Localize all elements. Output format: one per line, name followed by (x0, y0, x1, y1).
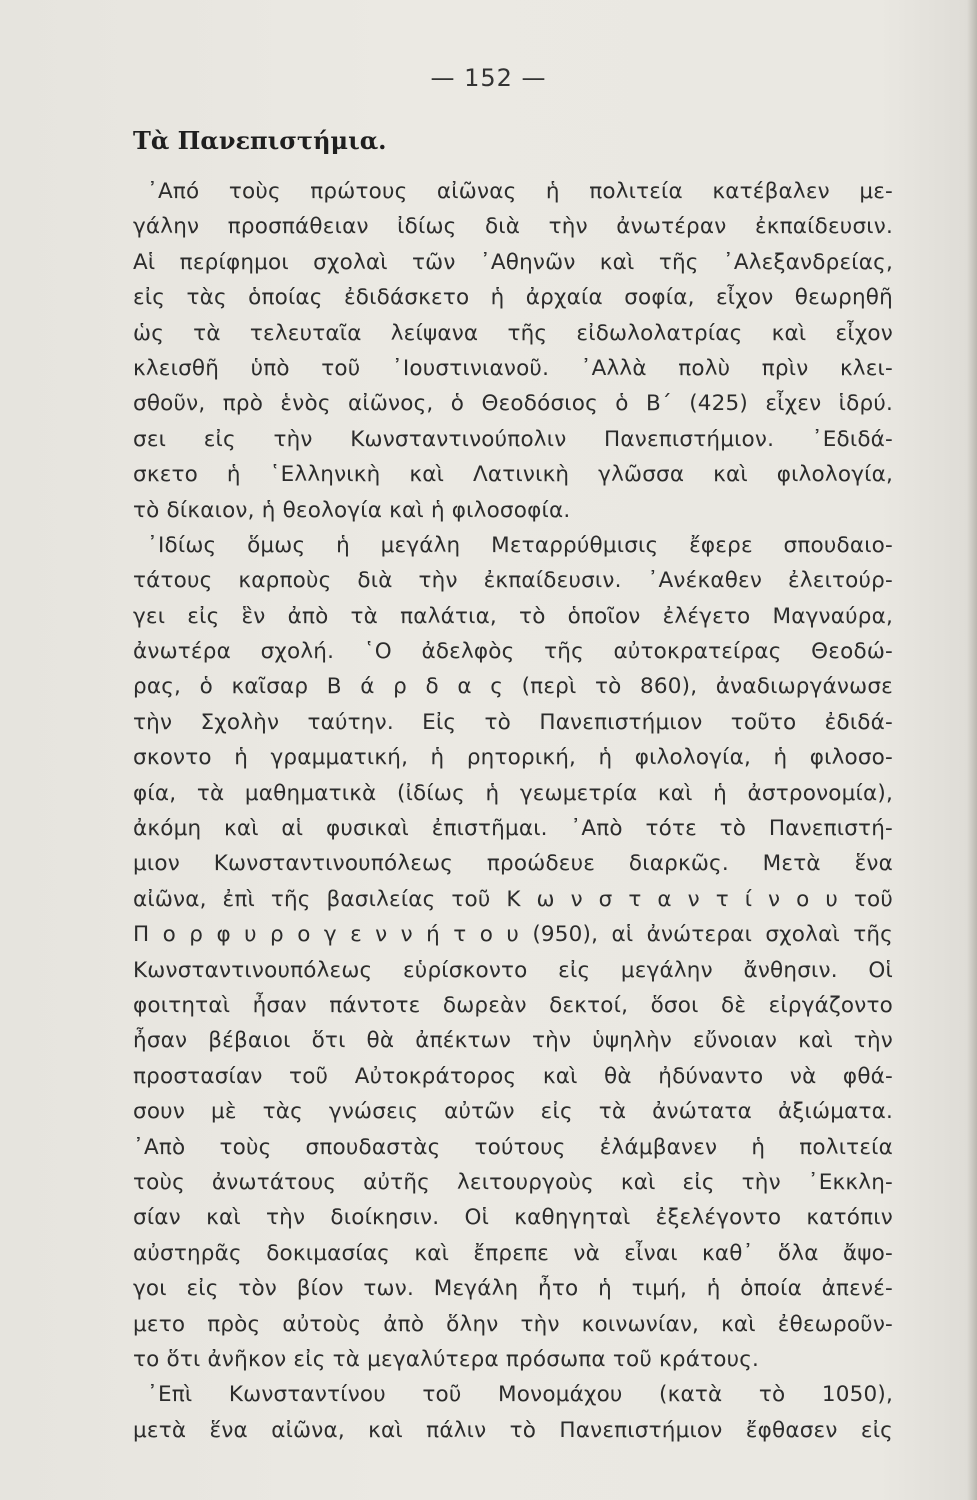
text-line: ᾿Από τοὺς πρώτους αἰῶνας ἡ πολιτεία κατέβαλεν με- (147, 179, 893, 204)
text-line: τάτους καρποὺς διὰ τὴν ἐκπαίδευσιν. ᾿Ανέκαθεν ἐλειτούρ- (133, 568, 893, 594)
text-line: μιον Κωνσταντινουπόλεως προώδευε διαρκῶς. Μετὰ ἕνα (133, 851, 893, 877)
text-line: ᾿Απὸ τοὺς σπουδαστὰς τούτους ἐλάμβανεν ἡ πολιτεία (133, 1134, 893, 1160)
text-line: σθοῦν, πρὸ ἑνὸς αἰῶνος, ὁ Θεοδόσιος ὁ Β΄ (425) εἶχεν ἱδρύ. (133, 391, 893, 417)
text-line: ρας, ὁ καῖσαρ Β ά ρ δ α ς (περὶ τὸ 860), ἀναδιωργάνωσε (133, 674, 893, 700)
text-line: γει εἰς ἓν ἀπὸ τὰ παλάτια, τὸ ὁποῖον ἐλέγετο Μαγναύρα, (133, 603, 893, 629)
text-line: αἰῶνα, ἐπὶ τῆς βασιλείας τοῦ Κ ω ν σ τ α ν τ ί ν ο υ τοῦ (133, 886, 893, 912)
text-line: γάλην προσπάθειαν ἰδίως διὰ τὴν ἀνωτέραν ἐκπαίδευσιν. (133, 214, 893, 240)
page-edge-shadow (967, 0, 977, 1500)
text-line: τὸ δίκαιον, ἡ θεολογία καὶ ἡ φιλοσοφία. (133, 497, 571, 523)
body-text (133, 174, 893, 1448)
text-line: το ὅτι ἀνῆκον εἰς τὰ μεγαλύτερα πρόσωπα τοῦ κράτους. (133, 1346, 760, 1372)
text-line: σίαν καὶ τὴν διοίκησιν. Οἱ καθηγηταὶ ἐξελέγοντο κατόπιν (133, 1205, 893, 1231)
text-line: φία, τὰ μαθηματικὰ (ἰδίως ἡ γεωμετρία καὶ ἡ ἀστρονομία), (133, 780, 893, 806)
section-heading: Τὰ Πανεπιστήμια. (133, 126, 387, 155)
text-line: μετο πρὸς αὐτοὺς ἀπὸ ὅλην τὴν κοινωνίαν, καὶ ἐθεωροῦν- (133, 1311, 893, 1337)
text-line: μετὰ ἕνα αἰῶνα, καὶ πάλιν τὸ Πανεπιστήμιον ἔφθασεν εἰς (133, 1417, 893, 1443)
text-line: σουν μὲ τὰς γνώσεις αὐτῶν εἰς τὰ ἀνώτατα ἀξιώματα. (133, 1099, 893, 1125)
text-line: ἦσαν βέβαιοι ὅτι θὰ ἀπέκτων τὴν ὑψηλὴν εὔνοιαν καὶ τὴν (133, 1028, 893, 1054)
text-line: ἀκόμη καὶ αἱ φυσικαὶ ἐπιστῆμαι. ᾿Απὸ τότε τὸ Πανεπιστή- (133, 816, 893, 842)
page-number: — 152 — (430, 64, 547, 92)
text-line: ἀνωτέρα σχολή. ῾Ο ἀδελφὸς τῆς αὐτοκρατείρας Θεοδώ- (133, 639, 893, 665)
text-line: ᾿Επὶ Κωνσταντίνου τοῦ Μονομάχου (κατὰ τὸ 1050), (147, 1382, 893, 1408)
text-line: εἰς τὰς ὁποίας ἐδιδάσκετο ἡ ἀρχαία σοφία, εἶχον θεωρηθῆ (133, 285, 893, 311)
text-line: Αἱ περίφημοι σχολαὶ τῶν ᾿Αθηνῶν καὶ τῆς ᾿Αλεξανδρείας, (133, 249, 893, 275)
text-line: τοὺς ἀνωτάτους αὐτῆς λειτουργοὺς καὶ εἰς τὴν ᾿Εκκλη- (133, 1169, 893, 1195)
text-line: φοιτηταὶ ἦσαν πάντοτε δωρεὰν δεκτοί, ὅσοι δὲ εἰργάζοντο (133, 992, 893, 1018)
text-line: αὐστηρᾶς δοκιμασίας καὶ ἔπρεπε νὰ εἶναι καθ᾿ ὅλα ἄψο- (133, 1240, 893, 1266)
text-line: σει εἰς τὴν Κωνσταντινούπολιν Πανεπιστήμιον. ᾿Εδιδά- (133, 426, 893, 452)
text-line: σκοντο ἡ γραμματική, ἡ ρητορική, ἡ φιλολογία, ἡ φιλοσο- (133, 745, 893, 771)
text-line: ὡς τὰ τελευταῖα λείψανα τῆς εἰδωλολατρίας καὶ εἶχον (133, 320, 893, 346)
text-line: γοι εἰς τὸν βίον των. Μεγάλη ἦτο ἡ τιμή, ἡ ὁποία ἀπενέ- (133, 1276, 893, 1302)
text-line: Π ο ρ φ υ ρ ο γ ε ν ν ή τ ο υ (950), αἱ ἀνώτεραι σχολαὶ τῆς (133, 922, 893, 948)
text-line: σκετο ἡ ῾Ελληνικὴ καὶ Λατινικὴ γλῶσσα καὶ φιλολογία, (133, 462, 893, 488)
text-line: τὴν Σχολὴν ταύτην. Εἰς τὸ Πανεπιστήμιον τοῦτο ἐδιδά- (133, 709, 893, 735)
text-line: προστασίαν τοῦ Αὐτοκράτορος καὶ θὰ ἠδύναντο νὰ φθά- (133, 1063, 893, 1089)
text-line: Κωνσταντινουπόλεως εὑρίσκοντο εἰς μεγάλην ἄνθησιν. Οἱ (133, 957, 893, 983)
text-line: ᾿Ιδίως ὅμως ἡ μεγάλη Μεταρρύθμισις ἔφερε σπουδαιο- (147, 532, 893, 558)
text-line: κλεισθῆ ὑπὸ τοῦ ᾿Ιουστινιανοῦ. ᾿Αλλὰ πολὺ πρὶν κλει- (133, 355, 893, 381)
